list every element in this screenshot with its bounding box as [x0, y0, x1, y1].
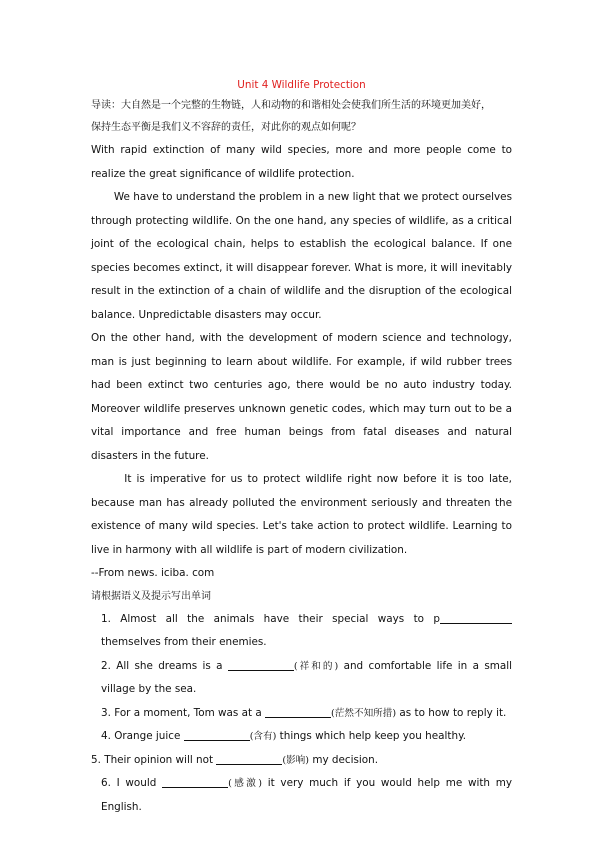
question-4-hint: (含有)	[249, 731, 277, 742]
question-3	[91, 702, 512, 726]
question-6	[91, 772, 512, 819]
answer-blank-3[interactable]	[265, 705, 331, 718]
exercise-instruction: 请根据语义及提示写出单词	[91, 590, 211, 602]
question-4	[91, 725, 512, 749]
question-4-before: 4. Orange juice	[101, 730, 184, 742]
paragraph-1: We have to understand the problem in a new light that we protect ourselves through protecting wildlife. On the one hand, any species of wildlife, as a critical joint of the ecological chain, helps to establish the ecological balance. If one species becomes extinct, it will disappear forever. What is more, it will inevitably result in the extinction of a chain of wildlife and the disruption of the ecological balance. Unpredictable disasters may occur.	[91, 191, 512, 321]
question-1-before: 1. Almost all the animals have their special ways to p	[101, 612, 440, 625]
question-4-after: things which help keep you healthy.	[276, 730, 467, 742]
paragraph-3: It is imperative for us to protect wildlife right now before it is too late, because man has already polluted the environment seriously and threaten the existence of many wild species. Let's take action to protect wildlife. Learning to live in harmony with all wildlife is part of modern civilization.	[91, 473, 512, 556]
intro-paragraph: With rapid extinction of many wild species, more and more people come to realize the great significance of wildlife protection.	[91, 144, 512, 180]
guide-line-1: 导读：大自然是一个完整的生物链，人和动物的和谐相处会使我们所生活的环境更加美好，	[91, 100, 491, 111]
question-6-after: it very much if you would help me with my English.	[101, 777, 513, 813]
question-5-before: 5. Their opinion will not	[91, 753, 217, 766]
page-title: Unit 4 Wildlife Protection	[237, 79, 366, 91]
answer-blank-5[interactable]	[216, 752, 282, 765]
question-6-hint: (感激)	[228, 778, 263, 789]
question-3-before: 3. For a moment, Tom was at a	[101, 706, 266, 719]
question-1-after: themselves from their enemies.	[101, 636, 267, 648]
question-6-before: 6. I would	[101, 777, 163, 789]
guide-line-2: 保持生态平衡是我们义不容辞的责任，对此你的观点如何呢？	[91, 122, 361, 133]
question-2-after: and comfortable life in a small village by the sea.	[101, 659, 512, 695]
question-1	[91, 608, 512, 655]
answer-blank-4[interactable]	[184, 728, 250, 741]
question-3-after: as to how to reply it.	[396, 706, 507, 719]
question-2	[91, 655, 512, 702]
guide-text	[91, 95, 512, 139]
question-5-hint: (影响)	[282, 754, 310, 766]
question-2-before: 2. All she dreams is a	[101, 659, 228, 672]
question-2-hint: (祥和的)	[293, 660, 339, 672]
document-page	[91, 76, 512, 819]
source-line: --From news. iciba. com	[91, 567, 215, 579]
answer-blank-2[interactable]	[228, 658, 294, 671]
question-5	[91, 749, 512, 773]
answer-blank-1[interactable]	[440, 611, 512, 624]
answer-blank-6[interactable]	[162, 775, 228, 788]
question-3-hint: (茫然不知所措)	[331, 707, 397, 719]
question-5-after: my decision.	[309, 753, 379, 766]
paragraph-2: On the other hand, with the development of modern science and technology, man is just beginning to learn about wildlife. For example, if wild rubber trees had been extinct two centuries ago, there would be no auto industry today. Moreover wildlife preserves unknown genetic codes, which may turn out to be a vital importance and free human beings from fatal diseases and natural disasters in the future.	[91, 332, 512, 462]
